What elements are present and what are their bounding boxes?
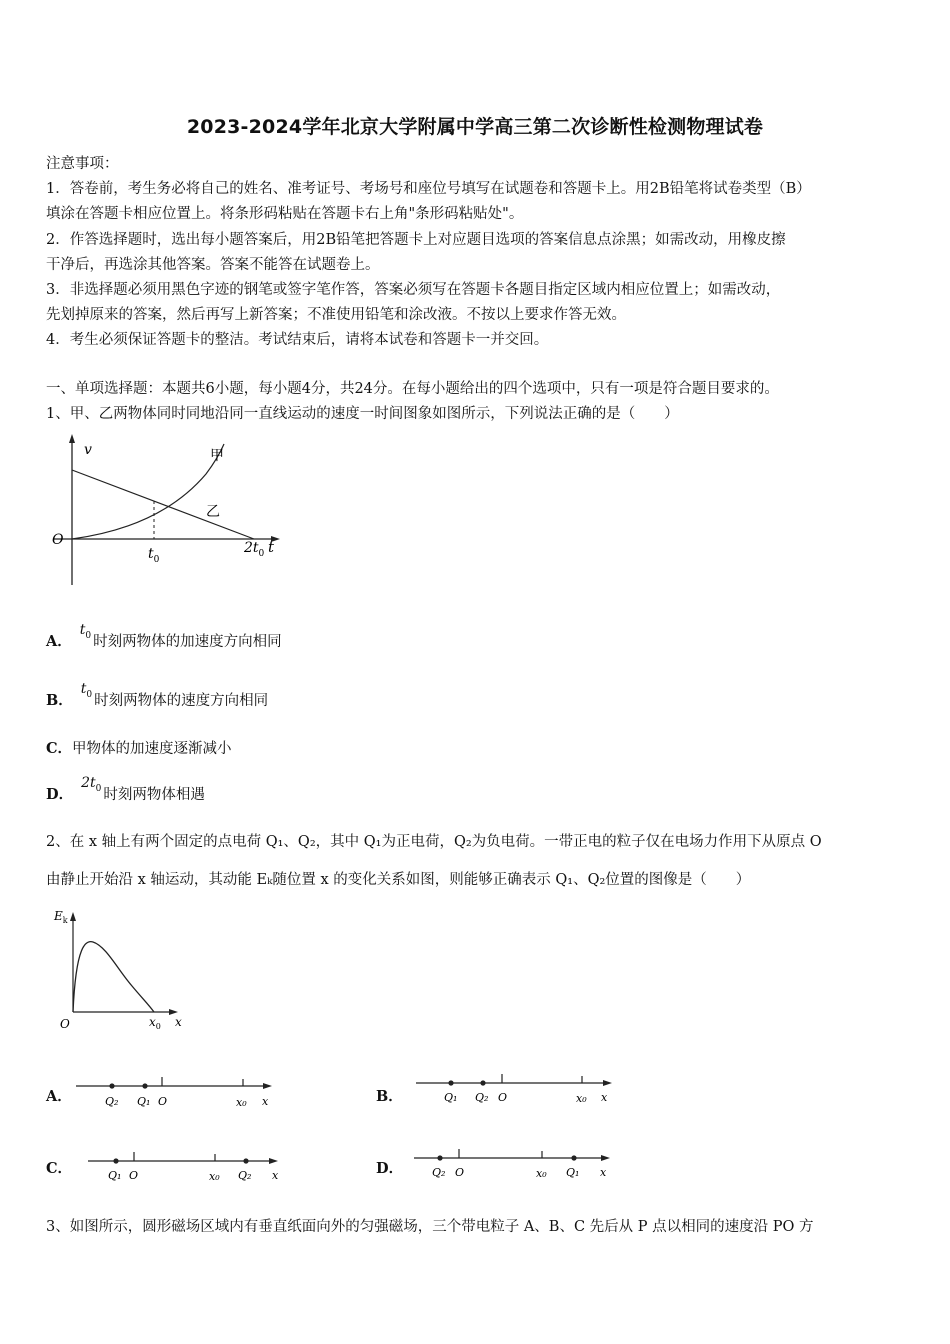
q1-option-a[interactable] <box>46 622 282 653</box>
section-heading: 一、单项选择题：本题共6小题，每小题4分，共24分。在每小题给出的四个选项中，只有一项是符合题目要求的。 <box>46 381 779 397</box>
charge-dot <box>142 1083 147 1088</box>
notice-heading: 注意事项： <box>46 156 119 172</box>
option-label: B． <box>46 692 73 709</box>
x-label: x <box>600 1166 607 1179</box>
charge-dot <box>109 1083 114 1088</box>
option-text: 时刻两物体的加速度方向相同 <box>93 634 282 650</box>
q1-option-c[interactable] <box>46 737 232 758</box>
t0-label: $t_0$ <box>148 546 160 565</box>
charge-dot <box>437 1155 442 1160</box>
axis-arrow <box>603 1080 612 1086</box>
jia-label: 甲 <box>210 448 224 464</box>
charge-dot <box>448 1080 453 1085</box>
x-label: x <box>262 1095 269 1108</box>
x0-label: x₀ <box>209 1170 220 1183</box>
yi-label: 乙 <box>206 504 220 520</box>
charge-label: Q₂ <box>475 1091 489 1104</box>
option-math: $2t_0$ <box>81 775 102 794</box>
charge-label: Q₁ <box>108 1169 122 1182</box>
q2-option-a-axis <box>70 1075 280 1115</box>
charge-dot <box>480 1080 485 1085</box>
t-label: t <box>268 538 275 556</box>
option-text: 甲物体的加速度逐渐减小 <box>72 741 232 757</box>
option-label: A． <box>46 633 72 650</box>
axis-arrow <box>263 1083 272 1089</box>
q2-option-a-label[interactable]: A． <box>46 1088 72 1105</box>
question-1-stem: 1、甲、乙两物体同时同地沿同一直线运动的速度一时间图象如图所示，下列说法正确的是（ ） <box>46 406 679 422</box>
notice-line: 1．答卷前，考生务必将自己的姓名、准考证号、考场号和座位号填写在试题卷和答题卡上。用2B铅笔将试卷类型（B） <box>46 181 811 197</box>
charge-label: Q₁ <box>444 1091 458 1104</box>
option-math: $t_0$ <box>80 681 93 700</box>
charge-dot <box>571 1155 576 1160</box>
notice-line: 干净后，再选涂其他答案。答案不能答在试题卷上。 <box>46 257 380 273</box>
page-title: 2023-2024学年北京大学附属中学高三第二次诊断性检测物理试卷 <box>186 116 764 138</box>
2t0-label: $2t_0$ <box>244 540 265 559</box>
question-2-stem: 2、在 x 轴上有两个固定的点电荷 Q₁、Q₂，其中 Q₁为正电荷，Q₂为负电荷。一带正电的粒子仅在电场力作用下从原点 O <box>46 834 822 850</box>
charge-label: Q₂ <box>105 1095 119 1108</box>
q1-option-d[interactable] <box>46 775 205 806</box>
q1-vt-graph <box>46 432 296 592</box>
q2-option-b-label[interactable]: B． <box>376 1088 403 1105</box>
option-label: C． <box>46 740 73 757</box>
notice-line: 填涂在答题卡相应位置上。将条形码粘贴在答题卡右上角"条形码粘贴处"。 <box>46 206 524 222</box>
x0-label: x₀ <box>576 1092 587 1105</box>
q2-option-d-label[interactable]: D． <box>376 1160 404 1177</box>
x0-label: x₀ <box>236 1096 247 1109</box>
x-label: x <box>175 1015 182 1029</box>
q2-ek-graph <box>46 904 206 1034</box>
notice-line: 先划掉原来的答案，然后再写上新答案；不准使用铅笔和涂改液。不按以上要求作答无效。 <box>46 307 626 323</box>
charge-dot <box>113 1158 118 1163</box>
ek-curve <box>73 942 154 1012</box>
origin-label: O <box>455 1166 465 1179</box>
yi-line <box>72 470 254 539</box>
charge-label: Q₁ <box>566 1166 580 1179</box>
question-3-stem: 3、如图所示，圆形磁场区域内有垂直纸面向外的匀强磁场，三个带电粒子 A、B、C 先后从 P 点以相同的速度沿 PO 方 <box>46 1219 814 1235</box>
q2-option-c-label[interactable]: C． <box>46 1160 73 1177</box>
option-text: 时刻两物体的速度方向相同 <box>94 693 269 709</box>
v-label: v <box>84 442 92 458</box>
v-axis-arrow <box>69 434 75 443</box>
question-2-stem: 由静止开始沿 x 轴运动，其动能 Eₖ随位置 x 的变化关系如图，则能够正确表示 Q₁、Q₂位置的图像是（ ） <box>46 872 751 888</box>
notice-line: 3．非选择题必须用黑色字迹的钢笔或签字笔作答，答案必须写在答题卡各题目指定区域内相应位置上；如需改动， <box>46 282 781 298</box>
option-text: 时刻两物体相遇 <box>103 787 205 803</box>
notice-line: 4．考生必须保证答题卡的整洁。考试结束后，请将本试卷和答题卡一并交回。 <box>46 332 549 348</box>
charge-label: Q₂ <box>238 1169 252 1182</box>
q2-option-b-axis <box>410 1072 620 1112</box>
charge-label: Q₁ <box>137 1095 151 1108</box>
x0-label: x₀ <box>536 1167 547 1180</box>
charge-dot <box>243 1158 248 1163</box>
option-math: $t_0$ <box>79 622 92 641</box>
ek-axis-arrow <box>70 912 76 921</box>
origin-label: O <box>52 532 64 548</box>
q2-option-d-axis <box>408 1147 618 1187</box>
option-label: D． <box>46 786 74 803</box>
q2-option-c-axis <box>82 1150 292 1190</box>
x0-label: $x_0$ <box>149 1015 161 1031</box>
axis-arrow <box>269 1158 278 1164</box>
origin-label: O <box>129 1169 139 1182</box>
charge-label: Q₂ <box>432 1166 446 1179</box>
x-label: x <box>272 1169 279 1182</box>
jia-curve <box>72 444 224 539</box>
origin-label: O <box>158 1095 168 1108</box>
x-label: x <box>601 1091 608 1104</box>
q1-option-b[interactable] <box>46 681 269 712</box>
axis-arrow <box>601 1155 610 1161</box>
ek-label: $E_k$ <box>54 909 68 925</box>
origin-label: O <box>498 1091 508 1104</box>
notice-line: 2．作答选择题时，选出每小题答案后，用2B铅笔把答题卡上对应题目选项的答案信息点涂黑；如需改动，用橡皮擦 <box>46 232 786 248</box>
origin-label: O <box>60 1017 70 1031</box>
